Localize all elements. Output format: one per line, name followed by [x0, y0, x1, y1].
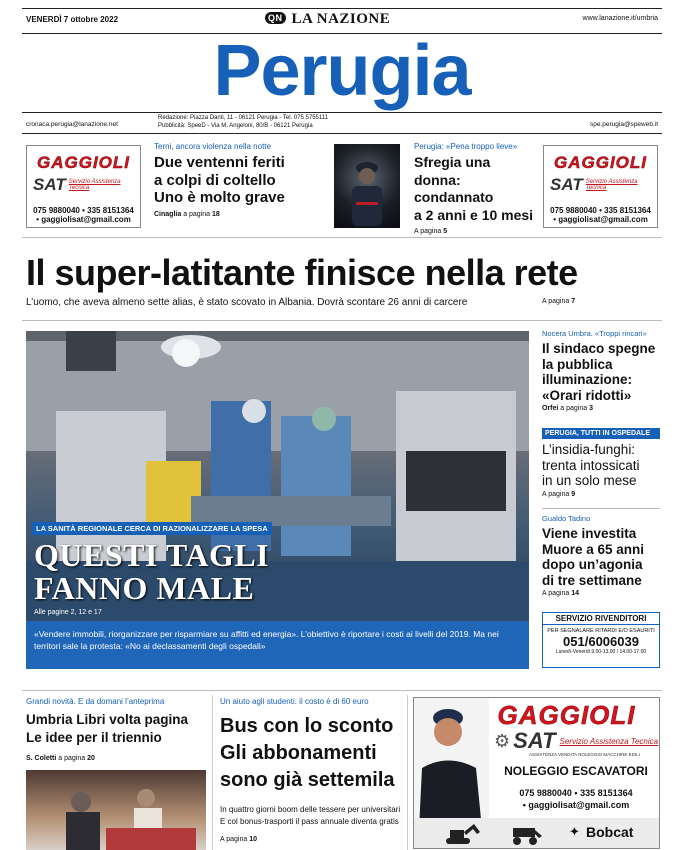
story-tag: PERUGIA, TUTTI IN OSPEDALE [542, 428, 660, 439]
story-kicker: Perugia: «Pena troppo lieve» [414, 142, 518, 151]
ad-sat: SAT [550, 175, 583, 194]
story-umbria-libri[interactable] [26, 711, 188, 747]
story-headline [414, 154, 534, 224]
ad-phones: 075 9880040 • 335 8151364 [550, 206, 651, 215]
servizio-rivenditori [542, 612, 660, 668]
ref-page: 18 [212, 210, 220, 218]
ref-text: a pagina [58, 755, 86, 762]
story-author: Orfei [542, 405, 559, 412]
ad-sat: SAT [513, 728, 556, 753]
story-headline [542, 526, 660, 588]
bookfair-photo [26, 770, 206, 850]
advertising-email[interactable]: spe.perugia@speweb.it [589, 121, 658, 128]
ad-subtitle: Servizio Assistenza Tecnica [585, 179, 638, 191]
headline-line: Umbria Libri volta pagina [26, 712, 189, 727]
ref-text: A pagina [220, 836, 248, 843]
headline-line: dopo un’agonia [542, 557, 643, 572]
hero-ref [542, 298, 575, 305]
ad-subtitle: Servizio Assistenza Tecnica [68, 179, 121, 191]
headline-line: illuminazione: [542, 372, 633, 387]
ad-phones: 075 9880040 • 335 8151364 [519, 788, 633, 798]
headline-line: condannato [414, 189, 494, 205]
story-funghi[interactable] [542, 428, 660, 498]
ref-page: 20 [87, 755, 95, 762]
ref-text: A pagina [542, 490, 570, 498]
ad-brand: GAGGIOLI [37, 153, 130, 172]
newspaper-name: LA NAZIONE [291, 11, 391, 27]
story-ref [542, 405, 660, 412]
story-gualdo[interactable] [542, 514, 660, 597]
story-headline [542, 442, 660, 489]
hero-subtitle: L’uomo, che aveva almeno sette alias, è stato scovato in Albania. Dovrà scontare 26 anni di carcere [26, 297, 468, 308]
headline-line: sono già settemila [220, 769, 395, 791]
headline-line: Muore a 65 anni [542, 541, 645, 557]
ad-sat-row [27, 175, 140, 195]
story-perugia-pena[interactable] [414, 142, 534, 235]
police-photo [334, 144, 400, 228]
headline-line: a 2 anni e 10 mesi [414, 206, 534, 223]
ad-email: • gaggiolisat@gmail.com [36, 215, 131, 224]
divider [22, 320, 662, 321]
newsroom-address [158, 115, 328, 130]
ref-page: 7 [571, 298, 576, 305]
ad-bobcat: Bobcat [586, 824, 634, 840]
servizio-header: SERVIZIO RIVENDITORI [543, 613, 659, 625]
photo-caption: «Vendere immobili, riorganizzare per risparmiare su affitti ed energia». L’obiettivo è riportare i costi ai livelli del 2019. Ma nei territori sale la protesta: «No ai declassamenti degli ospedali» [26, 621, 529, 669]
photo-ref: Alle pagine 2, 12 e 17 [34, 609, 102, 616]
ref-text: A pagina [414, 228, 442, 235]
ad-sat-row [494, 728, 658, 754]
column-divider [212, 695, 213, 850]
headline-line: Le idee per il triennio [26, 730, 162, 745]
headline-line: Uno è molto grave [154, 189, 285, 206]
newsroom-email[interactable]: cronaca.perugia@lanazione.net [26, 121, 118, 128]
ref-page: 3 [589, 405, 594, 412]
divider [22, 237, 662, 238]
newspaper-brand [265, 11, 390, 28]
body-line: In quattro giorni boom delle tessere per universitari [220, 805, 401, 814]
headline-line: a colpi di coltello [154, 171, 276, 189]
story-body [220, 804, 400, 828]
headline-line: di tre settimane [542, 572, 642, 588]
ref-page: 5 [443, 228, 448, 235]
divider [542, 508, 660, 509]
story-author: S. Coletti [26, 755, 57, 762]
headline-line: QUESTI TAGLI [34, 537, 270, 573]
headline-line: Il sindaco spegne [542, 341, 656, 356]
ad-rental: NOLEGGIO ESCAVATORI [504, 764, 648, 778]
ad-sat: SAT [33, 175, 66, 194]
body-line: E col bonus-trasporti il pass annuale diventa gratis [220, 817, 399, 826]
story-kicker: Gualdo Tadino [542, 514, 591, 523]
redazione-line: Redazione: Piazza Danti, 11 - 06121 Perugia - Tel. 075 5755111 [158, 115, 329, 121]
loader-icon [509, 822, 543, 846]
story-headline [542, 341, 660, 403]
qn-logo: QN [265, 12, 286, 24]
police-officer-graphic [334, 144, 400, 228]
excavator-icon [444, 822, 484, 846]
headline-line: Viene investita [542, 526, 637, 541]
headline-line: «Orari ridotti» [542, 387, 632, 403]
ad-brand: GAGGIOLI [497, 700, 636, 730]
headline-line: L’insidia-funghi: [542, 442, 636, 457]
issue-date: VENERDÌ 7 ottobre 2022 [26, 15, 119, 24]
story-bus-sconto[interactable] [220, 713, 395, 794]
story-ref [154, 211, 324, 218]
bobcat-icon: ✦ [569, 824, 580, 839]
photo-headline[interactable] [34, 539, 269, 605]
ad-email: • gaggiolisat@gmail.com [522, 800, 630, 810]
edition-title: Perugia [213, 31, 471, 111]
story-ref [414, 228, 534, 235]
info-bar [22, 112, 662, 134]
story-kicker: Nocera Umbra. «Troppi rincari» [542, 329, 647, 338]
ad-brand: GAGGIOLI [554, 153, 647, 172]
headline-line: FANNO MALE [34, 570, 255, 606]
website-link[interactable]: www.lanazione.it/umbria [582, 15, 658, 22]
headline-line: la pubblica [542, 356, 613, 372]
story-author: Cinaglia [154, 210, 182, 218]
ad-email: • gaggiolisat@gmail.com [553, 215, 648, 224]
story-nocera[interactable] [542, 329, 660, 412]
servizio-text: PER SEGNALARE RITARDI E/O ESAURITI [547, 628, 655, 634]
story-ref [542, 590, 660, 597]
ad-subtitle: Servizio Assistenza Tecnica [559, 736, 659, 746]
ad-phones: 075 9880040 • 335 8151364 [33, 206, 134, 215]
story-kicker: Grandi novità. E da domani l’anteprima [26, 697, 165, 706]
headline-line: trenta intossicati [542, 457, 640, 473]
ref-page: 10 [249, 836, 257, 843]
ad-right[interactable] [543, 145, 658, 228]
story-ref [26, 755, 95, 762]
headline-line: Due ventenni feriti [154, 154, 285, 171]
story-ref [220, 836, 257, 843]
ref-text: a pagina [183, 210, 211, 218]
hero-headline[interactable]: Il super-latitante finisce nella rete [26, 252, 578, 293]
ref-text: A pagina [542, 590, 570, 597]
story-kicker: Terni, ancora violenza nella notte [154, 142, 271, 151]
headline-line: Gli abbonamenti [220, 742, 377, 764]
gear-icon: ⚙ [494, 730, 511, 751]
headline-line: Bus con lo sconto [220, 715, 394, 737]
bookfair-graphic [26, 770, 206, 850]
ad-gaggioli-big[interactable] [413, 697, 660, 849]
pubblicita-line: Pubblicità: SpeeD - Via M. Angeloni, 80/B - 06121 Perugia [158, 122, 313, 129]
ref-page: 9 [571, 490, 576, 498]
servizio-hours: Lunedì-Venerdì 9.00-13.00 / 14.00-17.00 [555, 649, 647, 655]
headline-line: Sfregia una donna: [414, 154, 491, 188]
ref-text: A pagina [542, 298, 570, 305]
ad-tagline: ASSISTENZA VENDITA NOLEGGIO MACCHINE EDILI [529, 752, 640, 757]
servizio-number[interactable]: 051/6006039 [563, 634, 639, 649]
ad-sat-row [544, 175, 657, 195]
story-headline [154, 154, 324, 207]
ref-text: a pagina [560, 405, 588, 412]
ref-page: 14 [571, 590, 579, 597]
divider [22, 690, 662, 691]
photo-kicker: LA SANITÀ REGIONALE CERCA DI RAZIONALIZZARE LA SPESA [32, 522, 272, 535]
story-terni[interactable] [154, 142, 324, 218]
story-ref [542, 491, 660, 498]
ad-machines-strip [414, 818, 659, 849]
story-kicker: Un aiuto agli studenti: il costo è di 60 euro [220, 697, 369, 706]
headline-line: in un solo mese [542, 473, 637, 488]
column-divider [407, 695, 408, 850]
ad-left[interactable] [26, 145, 141, 228]
